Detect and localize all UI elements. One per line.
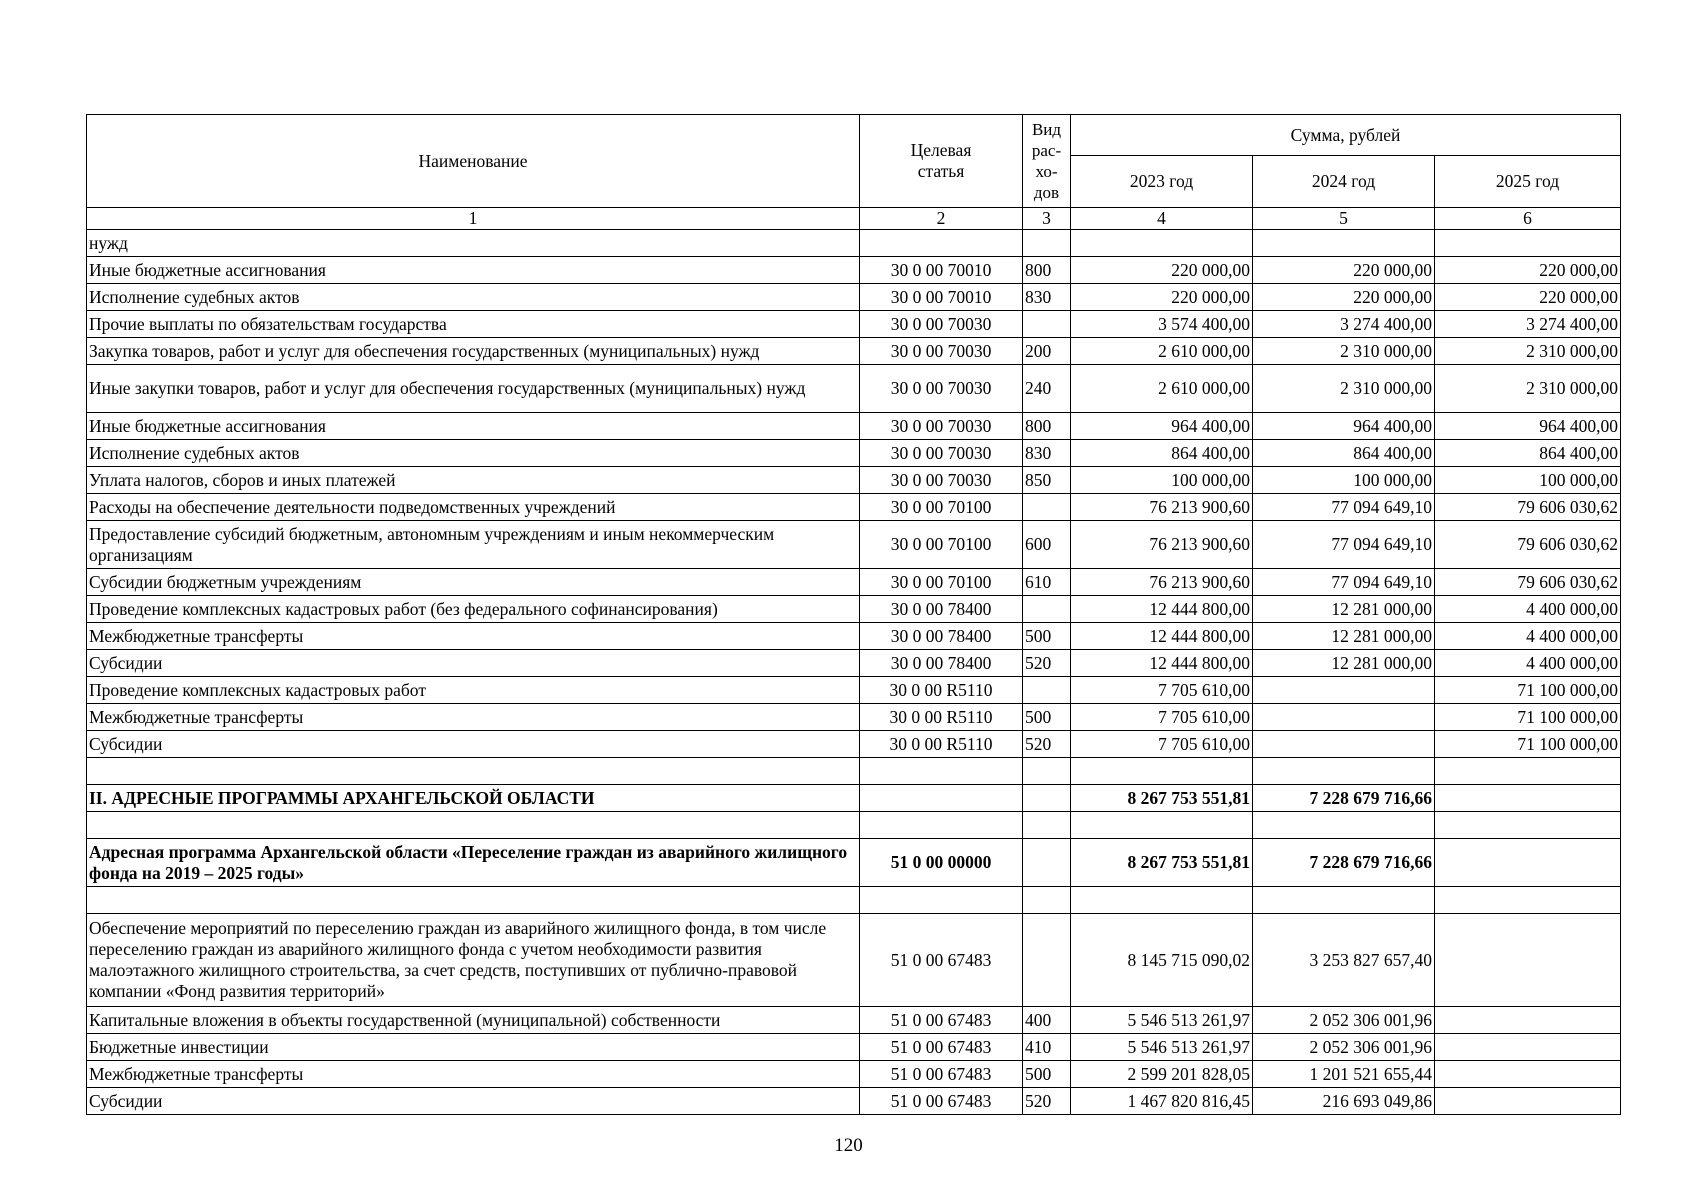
table-cell-target-article: 30 0 00 78400: [860, 596, 1023, 623]
table-cell-target-article: 30 0 00 70010: [860, 257, 1023, 284]
table-cell-amount-2024: [1253, 230, 1435, 257]
table-cell-amount-2025: 964 400,00: [1435, 413, 1621, 440]
table-cell-name: нужд: [87, 230, 860, 257]
header-year-2024: 2024 год: [1253, 156, 1435, 208]
table-cell-amount-2025: 2 310 000,00: [1435, 338, 1621, 365]
table-cell-target-article: 30 0 00 R5110: [860, 731, 1023, 758]
column-number: 6: [1435, 208, 1621, 230]
table-cell-name: Иные бюджетные ассигнования: [87, 413, 860, 440]
table-cell-expense-type: 830: [1023, 440, 1071, 467]
header-sum: Сумма, рублей: [1071, 115, 1621, 156]
table-cell-amount-2023: 5 546 513 261,97: [1071, 1034, 1253, 1061]
table-row: [87, 440, 1621, 467]
table-cell-amount-2023: [1071, 812, 1253, 839]
table-cell-amount-2024: 2 052 306 001,96: [1253, 1007, 1435, 1034]
table-cell-amount-2025: [1435, 839, 1621, 887]
table-cell-amount-2024: [1253, 731, 1435, 758]
table-cell-amount-2025: 79 606 030,62: [1435, 569, 1621, 596]
table-cell-expense-type: [1023, 914, 1071, 1007]
table-cell-amount-2023: 76 213 900,60: [1071, 569, 1253, 596]
table-header: [87, 115, 1621, 230]
table-cell-expense-type: 520: [1023, 731, 1071, 758]
table-row: [87, 1088, 1621, 1115]
table-cell-amount-2024: 12 281 000,00: [1253, 596, 1435, 623]
table-cell-name: Субсидии: [87, 650, 860, 677]
table-cell-amount-2023: [1071, 758, 1253, 785]
table-cell-target-article: 30 0 00 R5110: [860, 677, 1023, 704]
table-cell-amount-2024: 12 281 000,00: [1253, 623, 1435, 650]
table-cell-name: Адресная программа Архангельской области «Переселение граждан из аварийного жилищного фонда на 2019 – 2025 годы»: [87, 839, 860, 887]
table-cell-expense-type: [1023, 758, 1071, 785]
table-row: [87, 596, 1621, 623]
table-cell-amount-2023: 7 705 610,00: [1071, 704, 1253, 731]
table-cell-expense-type: [1023, 839, 1071, 887]
table-cell-amount-2025: [1435, 1088, 1621, 1115]
table-cell-amount-2023: [1071, 230, 1253, 257]
table-row: [87, 785, 1621, 812]
table-cell-amount-2025: [1435, 758, 1621, 785]
table-cell-target-article: 30 0 00 70100: [860, 569, 1023, 596]
table-cell-amount-2025: [1435, 887, 1621, 914]
table-cell-amount-2024: 7 228 679 716,66: [1253, 785, 1435, 812]
table-cell-target-article: [860, 230, 1023, 257]
table-cell-expense-type: 500: [1023, 704, 1071, 731]
table-body: [87, 230, 1621, 1115]
table-cell-name: [87, 812, 860, 839]
table-cell-amount-2025: 71 100 000,00: [1435, 731, 1621, 758]
table-cell-target-article: 30 0 00 70030: [860, 413, 1023, 440]
table-cell-target-article: 51 0 00 67483: [860, 1007, 1023, 1034]
table-cell-expense-type: 520: [1023, 1088, 1071, 1115]
table-cell-amount-2025: [1435, 230, 1621, 257]
table-cell-amount-2024: 2 310 000,00: [1253, 365, 1435, 413]
table-cell-target-article: [860, 812, 1023, 839]
table-cell-amount-2025: [1435, 1007, 1621, 1034]
table-cell-target-article: 30 0 00 70030: [860, 440, 1023, 467]
header-name: Наименование: [87, 115, 860, 208]
table-cell-amount-2023: 7 705 610,00: [1071, 731, 1253, 758]
table-cell-amount-2025: 71 100 000,00: [1435, 704, 1621, 731]
table-cell-name: Предоставление субсидий бюджетным, автономным учреждениям и иным некоммерческим организациям: [87, 521, 860, 569]
table-cell-target-article: 51 0 00 67483: [860, 1061, 1023, 1088]
table-cell-amount-2023: 76 213 900,60: [1071, 521, 1253, 569]
table-cell-target-article: 30 0 00 R5110: [860, 704, 1023, 731]
table-cell-amount-2025: [1435, 812, 1621, 839]
table-cell-expense-type: [1023, 230, 1071, 257]
table-cell-expense-type: 200: [1023, 338, 1071, 365]
table-cell-name: Проведение комплексных кадастровых работ: [87, 677, 860, 704]
table-cell-amount-2025: [1435, 1034, 1621, 1061]
table-cell-target-article: 30 0 00 78400: [860, 650, 1023, 677]
table-cell-expense-type: 520: [1023, 650, 1071, 677]
table-row: [87, 413, 1621, 440]
table-cell-amount-2025: 79 606 030,62: [1435, 494, 1621, 521]
table-cell-name: Межбюджетные трансферты: [87, 1061, 860, 1088]
table-cell-amount-2025: 4 400 000,00: [1435, 623, 1621, 650]
table-cell-name: Иные бюджетные ассигнования: [87, 257, 860, 284]
table-cell-amount-2023: 220 000,00: [1071, 284, 1253, 311]
table-cell-target-article: [860, 785, 1023, 812]
header-expense-type: Вид рас-хо-дов: [1023, 115, 1071, 208]
table-cell-target-article: 30 0 00 70030: [860, 365, 1023, 413]
column-number: 2: [860, 208, 1023, 230]
table-row: [87, 914, 1621, 1007]
table-cell-expense-type: 800: [1023, 257, 1071, 284]
table-cell-target-article: 30 0 00 70030: [860, 467, 1023, 494]
table-cell-amount-2024: [1253, 677, 1435, 704]
table-cell-amount-2025: 100 000,00: [1435, 467, 1621, 494]
table-row: [87, 569, 1621, 596]
table-cell-name: Иные закупки товаров, работ и услуг для обеспечения государственных (муниципальных) нужд: [87, 365, 860, 413]
table-cell-amount-2024: 12 281 000,00: [1253, 650, 1435, 677]
table-row: [87, 311, 1621, 338]
table-cell-amount-2025: 3 274 400,00: [1435, 311, 1621, 338]
table-cell-amount-2023: 7 705 610,00: [1071, 677, 1253, 704]
page-number: 120: [834, 1135, 863, 1156]
table-cell-amount-2024: 100 000,00: [1253, 467, 1435, 494]
table-row: [87, 887, 1621, 914]
table-cell-amount-2023: [1071, 887, 1253, 914]
table-cell-target-article: 30 0 00 70100: [860, 494, 1023, 521]
table-cell-target-article: 30 0 00 70010: [860, 284, 1023, 311]
table-cell-amount-2024: [1253, 704, 1435, 731]
table-cell-target-article: 51 0 00 67483: [860, 1088, 1023, 1115]
column-number: 4: [1071, 208, 1253, 230]
table-cell-target-article: 30 0 00 70030: [860, 338, 1023, 365]
table-cell-amount-2025: [1435, 785, 1621, 812]
table-cell-amount-2023: 8 145 715 090,02: [1071, 914, 1253, 1007]
table-row: [87, 467, 1621, 494]
table-cell-amount-2024: 964 400,00: [1253, 413, 1435, 440]
table-cell-expense-type: 830: [1023, 284, 1071, 311]
table-cell-name: Субсидии бюджетным учреждениям: [87, 569, 860, 596]
table-cell-name: Уплата налогов, сборов и иных платежей: [87, 467, 860, 494]
table-cell-amount-2024: 220 000,00: [1253, 284, 1435, 311]
table-cell-name: Капитальные вложения в объекты государственной (муниципальной) собственности: [87, 1007, 860, 1034]
table-cell-amount-2023: 220 000,00: [1071, 257, 1253, 284]
table-cell-amount-2023: 1 467 820 816,45: [1071, 1088, 1253, 1115]
table-cell-amount-2023: 2 610 000,00: [1071, 365, 1253, 413]
table-row: [87, 731, 1621, 758]
table-cell-amount-2024: 216 693 049,86: [1253, 1088, 1435, 1115]
table-cell-amount-2024: 2 310 000,00: [1253, 338, 1435, 365]
header-year-2025: 2025 год: [1435, 156, 1621, 208]
table-cell-expense-type: 850: [1023, 467, 1071, 494]
table-cell-amount-2023: 5 546 513 261,97: [1071, 1007, 1253, 1034]
table-cell-name: Субсидии: [87, 1088, 860, 1115]
table-cell-expense-type: [1023, 596, 1071, 623]
table-row: [87, 677, 1621, 704]
table-cell-amount-2023: 2 610 000,00: [1071, 338, 1253, 365]
table-cell-expense-type: 400: [1023, 1007, 1071, 1034]
table-cell-amount-2024: 77 094 649,10: [1253, 569, 1435, 596]
table-cell-amount-2024: 7 228 679 716,66: [1253, 839, 1435, 887]
table-row: [87, 521, 1621, 569]
table-cell-amount-2025: 4 400 000,00: [1435, 596, 1621, 623]
table-cell-amount-2025: 2 310 000,00: [1435, 365, 1621, 413]
table-cell-amount-2024: 3 253 827 657,40: [1253, 914, 1435, 1007]
table-cell-name: Субсидии: [87, 731, 860, 758]
table-cell-amount-2023: 100 000,00: [1071, 467, 1253, 494]
table-cell-name: Исполнение судебных актов: [87, 284, 860, 311]
table-cell-amount-2025: 4 400 000,00: [1435, 650, 1621, 677]
table-row: [87, 494, 1621, 521]
table-cell-expense-type: 240: [1023, 365, 1071, 413]
table-cell-amount-2025: 220 000,00: [1435, 257, 1621, 284]
table-cell-expense-type: 600: [1023, 521, 1071, 569]
table-cell-expense-type: [1023, 887, 1071, 914]
table-cell-name: Проведение комплексных кадастровых работ (без федерального софинансирования): [87, 596, 860, 623]
column-number: 1: [87, 208, 860, 230]
table-cell-amount-2023: 12 444 800,00: [1071, 650, 1253, 677]
table-cell-amount-2024: [1253, 758, 1435, 785]
table-row: [87, 1061, 1621, 1088]
table-cell-amount-2023: 3 574 400,00: [1071, 311, 1253, 338]
table-cell-expense-type: 500: [1023, 1061, 1071, 1088]
table-cell-name: II. АДРЕСНЫЕ ПРОГРАММЫ АРХАНГЕЛЬСКОЙ ОБЛАСТИ: [87, 785, 860, 812]
table-cell-amount-2025: 79 606 030,62: [1435, 521, 1621, 569]
table-cell-target-article: 30 0 00 70100: [860, 521, 1023, 569]
table-cell-expense-type: 410: [1023, 1034, 1071, 1061]
table-cell-name: [87, 887, 860, 914]
table-cell-amount-2025: 220 000,00: [1435, 284, 1621, 311]
table-row: [87, 365, 1621, 413]
table-cell-target-article: 30 0 00 78400: [860, 623, 1023, 650]
table-cell-amount-2024: [1253, 887, 1435, 914]
table-cell-amount-2024: 77 094 649,10: [1253, 521, 1435, 569]
table-row: [87, 839, 1621, 887]
table-row: [87, 650, 1621, 677]
table-cell-amount-2023: 2 599 201 828,05: [1071, 1061, 1253, 1088]
table-cell-target-article: 51 0 00 67483: [860, 1034, 1023, 1061]
table-cell-expense-type: [1023, 677, 1071, 704]
table-cell-target-article: 51 0 00 67483: [860, 914, 1023, 1007]
table-cell-amount-2025: [1435, 1061, 1621, 1088]
table-row: [87, 1034, 1621, 1061]
table-cell-amount-2023: 8 267 753 551,81: [1071, 785, 1253, 812]
table-cell-name: [87, 758, 860, 785]
table-cell-amount-2024: 864 400,00: [1253, 440, 1435, 467]
table-cell-name: Исполнение судебных актов: [87, 440, 860, 467]
table-cell-target-article: [860, 758, 1023, 785]
table-cell-amount-2025: [1435, 914, 1621, 1007]
table-cell-expense-type: [1023, 812, 1071, 839]
table-row: [87, 812, 1621, 839]
table-cell-expense-type: [1023, 785, 1071, 812]
table-cell-name: Межбюджетные трансферты: [87, 704, 860, 731]
column-number: 5: [1253, 208, 1435, 230]
table-row: [87, 284, 1621, 311]
header-target-article: Целевая статья: [860, 115, 1023, 208]
table-cell-amount-2023: 76 213 900,60: [1071, 494, 1253, 521]
table-cell-target-article: 51 0 00 00000: [860, 839, 1023, 887]
table-cell-amount-2025: 71 100 000,00: [1435, 677, 1621, 704]
table-cell-name: Прочие выплаты по обязательствам государства: [87, 311, 860, 338]
table-cell-target-article: [860, 887, 1023, 914]
table-cell-target-article: 30 0 00 70030: [860, 311, 1023, 338]
column-number: 3: [1023, 208, 1071, 230]
table-cell-expense-type: [1023, 311, 1071, 338]
table-cell-amount-2025: 864 400,00: [1435, 440, 1621, 467]
table-cell-expense-type: 500: [1023, 623, 1071, 650]
table-row: [87, 230, 1621, 257]
table-row: [87, 704, 1621, 731]
table-cell-amount-2024: 1 201 521 655,44: [1253, 1061, 1435, 1088]
budget-table: [86, 114, 1621, 1115]
table-cell-amount-2023: 864 400,00: [1071, 440, 1253, 467]
table-cell-amount-2023: 8 267 753 551,81: [1071, 839, 1253, 887]
table-cell-amount-2024: 220 000,00: [1253, 257, 1435, 284]
table-cell-amount-2024: 77 094 649,10: [1253, 494, 1435, 521]
header-year-2023: 2023 год: [1071, 156, 1253, 208]
table-cell-amount-2024: 2 052 306 001,96: [1253, 1034, 1435, 1061]
table-cell-name: Обеспечение мероприятий по переселению граждан из аварийного жилищного фонда, в том числе переселению граждан из аварийного жилищного фонда с учетом необходимости развития малоэтажного жилищного строительства, за счет средств, поступивших от публично-правовой компании «Фонд развития территорий»: [87, 914, 860, 1007]
table-cell-name: Закупка товаров, работ и услуг для обеспечения государственных (муниципальных) нужд: [87, 338, 860, 365]
table-cell-expense-type: 610: [1023, 569, 1071, 596]
table-cell-amount-2024: 3 274 400,00: [1253, 311, 1435, 338]
table-cell-name: Расходы на обеспечение деятельности подведомственных учреждений: [87, 494, 860, 521]
table-cell-expense-type: 800: [1023, 413, 1071, 440]
table-cell-name: Межбюджетные трансферты: [87, 623, 860, 650]
table-cell-amount-2024: [1253, 812, 1435, 839]
table-cell-name: Бюджетные инвестиции: [87, 1034, 860, 1061]
table-row: [87, 623, 1621, 650]
table-row: [87, 257, 1621, 284]
table-row: [87, 1007, 1621, 1034]
table-row: [87, 758, 1621, 785]
table-row: [87, 338, 1621, 365]
table-cell-amount-2023: 12 444 800,00: [1071, 623, 1253, 650]
table-cell-amount-2023: 964 400,00: [1071, 413, 1253, 440]
table-cell-expense-type: [1023, 494, 1071, 521]
table-cell-amount-2023: 12 444 800,00: [1071, 596, 1253, 623]
